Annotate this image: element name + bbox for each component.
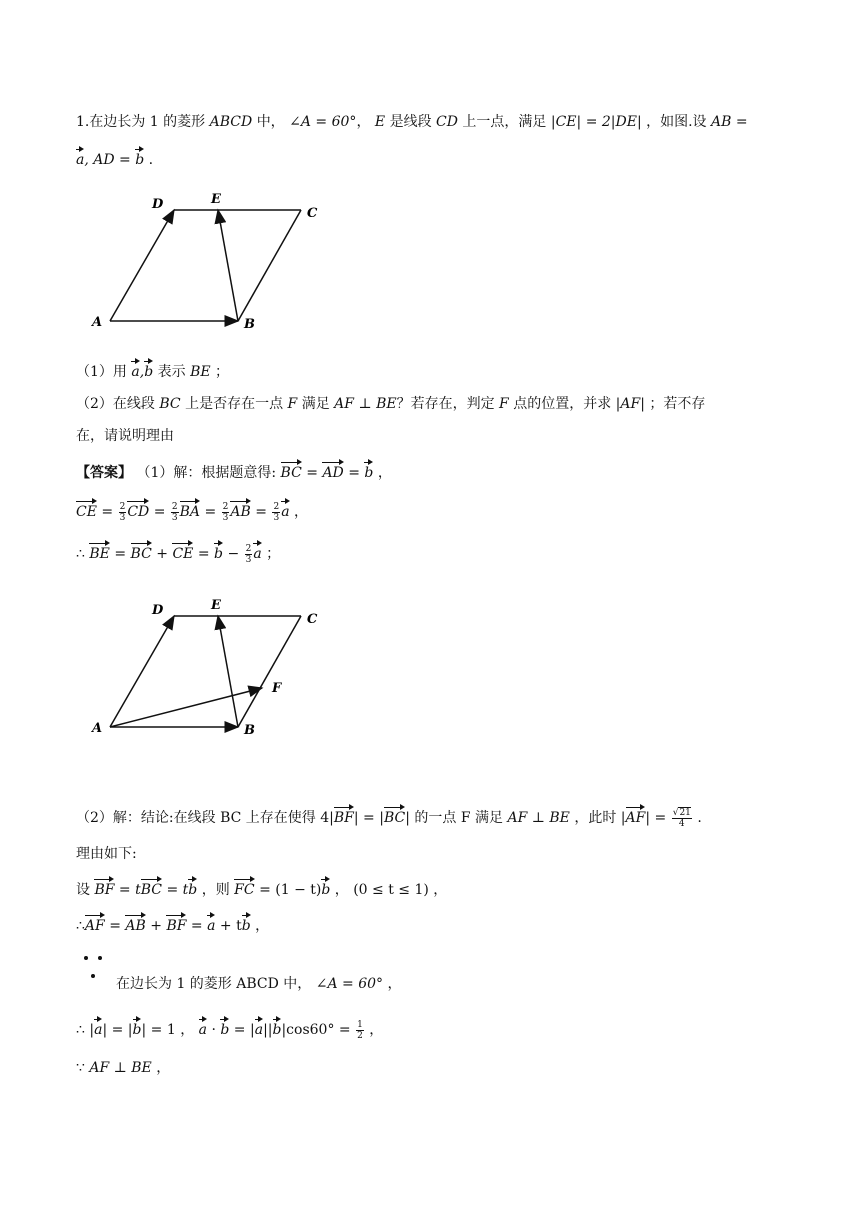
reason-text: 理由如下: (76, 846, 137, 862)
vector-be (218, 616, 238, 727)
ans-end1: ， (377, 465, 392, 481)
ans-ba: BA (180, 500, 200, 522)
frac-num: 2 (245, 543, 252, 554)
mag-b2: b (220, 1018, 229, 1040)
mag-a: a (94, 1018, 102, 1040)
answer-step-1: （1）解：根据题意得: (136, 465, 277, 481)
part2-text-h: 在，请说明理由 (76, 428, 174, 444)
mag-cos: |cos60° = (281, 1022, 351, 1038)
ans-ce2: CE (172, 542, 193, 564)
frac-den: 3 (273, 512, 280, 523)
part1-be: BE (190, 364, 211, 380)
ans-eq8: = (197, 546, 210, 562)
set-bf: BF (94, 878, 114, 900)
sol2-four: 4| (320, 810, 334, 826)
mag-eq: = | (233, 1022, 255, 1038)
set-t: t (135, 882, 141, 898)
af-b: b (242, 914, 251, 936)
answer-line-3 (76, 542, 280, 565)
label-a: A (92, 721, 103, 736)
part2-perp: AF ⊥ BE (334, 396, 397, 412)
part1-text-a: （1）用 (76, 364, 127, 380)
part1-text-c: ； (215, 364, 230, 380)
label-d: D (152, 197, 164, 212)
label-c: C (307, 206, 318, 221)
frac-num: 2 (171, 501, 178, 512)
mag-dot: · (211, 1022, 216, 1038)
part2-text-g: ；若不存 (649, 396, 706, 412)
sol2-text-a: （2）解：结论:在线段 BC 上存在使得 (76, 810, 316, 826)
mag-thus: ∴ | (76, 1022, 95, 1038)
perp-line (76, 1058, 170, 1078)
ans-minus: − (227, 546, 240, 562)
frac-den: 3 (222, 512, 229, 523)
ans-plus: + (156, 546, 168, 562)
therefore-symbol: ∴ (76, 918, 85, 934)
q1-angle: ∠A = 60° (289, 114, 357, 130)
frac-num: 2 (222, 501, 229, 512)
q1-text-4: 是线段 (389, 114, 432, 130)
part1-b-vec: b (144, 360, 153, 382)
set-eq2: = (166, 882, 179, 898)
ans-bc: BC (281, 461, 302, 483)
label-d: D (152, 603, 164, 618)
set-b2: b (321, 878, 330, 900)
because-symbol-2: ∵ (76, 1060, 85, 1076)
mag-b: b (133, 1018, 142, 1040)
edge-cb (238, 616, 301, 727)
part2-abs: |AF| (615, 396, 645, 412)
af-line (76, 914, 269, 936)
frac-num: √21 (672, 807, 691, 818)
frac-2-3-e (245, 544, 253, 565)
mag-mid: | = | (102, 1022, 133, 1038)
sol2-perp: AF ⊥ BE (507, 810, 570, 826)
part2-text-a: （2）在线段 (76, 396, 155, 412)
af-eq1: = (109, 918, 121, 934)
ans-eq4: = (153, 504, 166, 520)
ans-eq3: = (101, 504, 114, 520)
perp-end: ， (156, 1060, 171, 1076)
ans-be: BE (89, 542, 110, 564)
set-b: b (188, 878, 197, 900)
set-mid: ，则 (201, 882, 230, 898)
sqrt-radicand: 21 (679, 807, 691, 818)
part-1-line (76, 360, 229, 382)
mag-mid2: || (263, 1022, 273, 1038)
therefore-symbol: ∴ (76, 546, 85, 562)
af-plus2: + t (219, 918, 242, 934)
af-af: AF (85, 914, 105, 936)
q1-cd: CD (436, 114, 458, 130)
question-line-1 (76, 112, 748, 132)
part2-text-c: 满足 (301, 396, 330, 412)
af-a: a (207, 914, 215, 936)
set-eq1: = (118, 882, 131, 898)
frac-den: 3 (119, 512, 126, 523)
af-bf: BF (166, 914, 186, 936)
ans-a2: a (253, 542, 261, 564)
frac-num: 2 (273, 501, 280, 512)
magnitude-line (76, 1018, 383, 1041)
q1-abcd: ABCD (209, 114, 253, 130)
ans-ce: CE (76, 500, 97, 522)
set-tb-t: t (182, 882, 189, 898)
part2-text-b: 上是否存在一点 (185, 396, 284, 412)
answer-tag: 【答案】 (76, 465, 132, 481)
ans-a: a (281, 500, 289, 522)
part1-a-vec: a (131, 360, 139, 382)
q1-text-6: ，如图.设 (646, 114, 707, 130)
sol2-bc: BC (384, 806, 405, 828)
label-b: B (244, 723, 255, 738)
q1-ce-eq: |CE| = 2|DE| (550, 114, 642, 130)
af-eq2: = (190, 918, 203, 934)
label-e: E (211, 192, 221, 207)
af-ab: AB (125, 914, 145, 936)
frac-den: 2 (357, 1030, 363, 1041)
mag-a2: a (199, 1018, 207, 1040)
part2-text-d: ？若存在，判定 (396, 396, 495, 412)
ans-ad: AD (322, 461, 343, 483)
label-c: C (307, 612, 318, 627)
ans-b2: b (214, 542, 223, 564)
set-cond: ， (0 ≤ t ≤ 1) ， (334, 882, 448, 898)
q1-b-vec: b (135, 148, 144, 170)
because-line (116, 974, 402, 994)
ans-eq6: = (255, 504, 267, 520)
mag-one: | = 1 ， (141, 1022, 195, 1038)
set-eq3: = (1 − t) (259, 882, 322, 898)
q1-end: . (148, 152, 154, 168)
reason-line (76, 844, 137, 864)
sol2-bf: BF (334, 806, 354, 828)
vector-be (218, 210, 238, 321)
q1-e: E (374, 114, 386, 130)
frac-den: 3 (245, 554, 252, 565)
sol2-abs-l: | (620, 810, 626, 826)
sol2-end: . (697, 810, 702, 826)
part-2-line-2 (76, 426, 174, 446)
ans-b: b (364, 461, 373, 483)
ans-eq1: = (306, 465, 318, 481)
frac-den: 4 (678, 818, 685, 829)
figure-2-rhombus (86, 594, 346, 744)
q1-ad-eq: , AD = (84, 152, 131, 168)
label-f: F (272, 681, 282, 696)
perp-text: AF ⊥ BE (89, 1060, 152, 1076)
frac-2-3-c (222, 502, 230, 523)
vector-af (110, 688, 262, 727)
set-fc: FC (234, 878, 254, 900)
sol2-text-c: ，此时 (574, 810, 617, 826)
q1-text-1: 在边长为 1 的菱形 (89, 114, 206, 130)
figure-1-rhombus (86, 188, 346, 338)
ans-cd: CD (127, 500, 149, 522)
sol2-text-b: | 的一点 F 满足 (405, 810, 504, 826)
q1-text-2: 中， (256, 114, 285, 130)
answer-line-1 (76, 461, 392, 483)
set-line (76, 878, 447, 900)
frac-2-3-b (171, 502, 179, 523)
af-plus1: + (150, 918, 162, 934)
ans-eq7: = (114, 546, 127, 562)
sol2-af: AF (626, 806, 646, 828)
vector-ad (110, 210, 174, 321)
sol2-abs-r: | = (645, 810, 667, 826)
part2-f: F (287, 396, 298, 412)
sol2-mid: | = | (353, 810, 384, 826)
label-e: E (211, 598, 221, 613)
label-a: A (92, 315, 103, 330)
frac-num: 2 (119, 501, 126, 512)
because-text: 在边长为 1 的菱形 ABCD 中， (116, 976, 312, 992)
mag-b3: b (273, 1018, 282, 1040)
part1-comma: , (139, 364, 145, 380)
ans-end3: ； (266, 546, 281, 562)
mag-a3: a (255, 1018, 263, 1040)
vector-ad (110, 616, 174, 727)
label-b: B (244, 317, 255, 332)
q1-a-vec: a (76, 148, 84, 170)
set-bc: BC (141, 878, 162, 900)
answer-line-2 (76, 500, 308, 523)
set-text-a: 设 (76, 882, 90, 898)
because-end: ， (387, 976, 402, 992)
part2-text-e: 点的位置，并求 (513, 396, 612, 412)
part2-f2: F (499, 396, 509, 412)
ans-eq2: = (348, 465, 360, 481)
ans-eq5: = (204, 504, 217, 520)
frac-den: 3 (171, 512, 178, 523)
mag-end: ， (369, 1022, 384, 1038)
frac-1-2 (356, 1020, 364, 1041)
frac-2-3-a (119, 502, 127, 523)
q1-text-3: ， (356, 114, 371, 130)
frac-2-3-d (272, 502, 280, 523)
because-angle: ∠A = 60° (315, 976, 384, 992)
q1-ab-eq: AB = (711, 114, 748, 130)
af-end: ， (255, 918, 270, 934)
q1-text-5: 上一点，满足 (462, 114, 547, 130)
ans-ab: AB (230, 500, 250, 522)
frac-num: 1 (357, 1019, 363, 1030)
ans-end2: ， (294, 504, 308, 520)
ans-bc2: BC (131, 542, 152, 564)
solution-2-line (76, 806, 702, 829)
edge-cb (238, 210, 301, 321)
part-2-line-1 (76, 394, 705, 414)
question-line-2 (76, 148, 153, 170)
question-number: 1. (76, 114, 90, 130)
part2-bc: BC (159, 396, 181, 412)
part1-text-b: 表示 (157, 364, 186, 380)
because-symbol (80, 956, 110, 980)
frac-sqrt21-4 (672, 808, 692, 829)
